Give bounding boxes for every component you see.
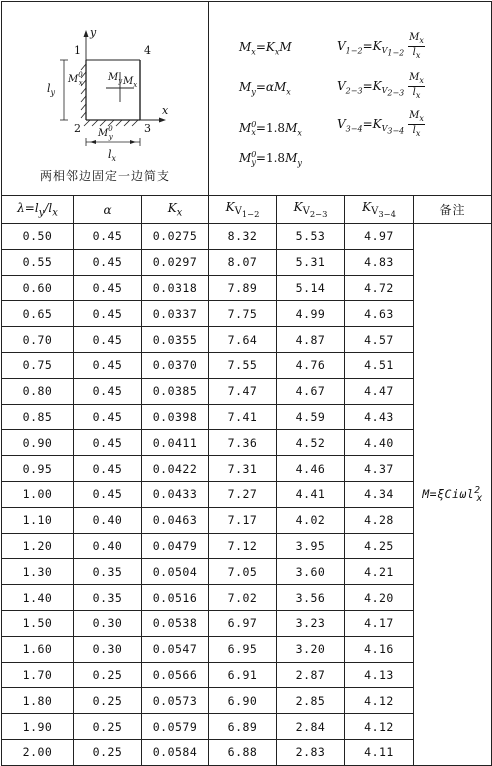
cell-kv34: 4.11: [345, 739, 414, 765]
cell-alpha: 0.45: [74, 224, 142, 250]
cell-kv23: 5.14: [277, 275, 345, 301]
cell-lambda: 1.20: [2, 533, 74, 559]
cell-kx: 0.0318: [142, 275, 209, 301]
cell-kv34: 4.72: [345, 275, 414, 301]
cell-lambda: 1.60: [2, 636, 74, 662]
formula-mx: $M_x=K_xM$: [239, 40, 292, 57]
cell-alpha: 0.45: [74, 481, 142, 507]
cell-alpha: 0.45: [74, 456, 142, 482]
cell-kv34: 4.25: [345, 533, 414, 559]
cell-kx: 0.0463: [142, 507, 209, 533]
cell-kv12: 7.27: [209, 481, 277, 507]
cell-kx: 0.0355: [142, 327, 209, 353]
cell-kx: 0.0297: [142, 249, 209, 275]
formula-mx0: $M^0_x=1.8M_x$: [239, 120, 302, 138]
cell-kv23: 5.31: [277, 249, 345, 275]
coefficient-table-sheet: [1, 1, 491, 760]
cell-kv34: 4.21: [345, 559, 414, 585]
cell-kv23: 4.76: [277, 352, 345, 378]
cell-kv34: 4.63: [345, 301, 414, 327]
cell-lambda: 1.50: [2, 610, 74, 636]
cell-kv23: 3.20: [277, 636, 345, 662]
cell-lambda: 0.60: [2, 275, 74, 301]
cell-kv34: 4.37: [345, 456, 414, 482]
cell-kv23: 3.23: [277, 610, 345, 636]
dim-lx-label: $l_x$: [108, 148, 117, 163]
cell-lambda: 0.55: [2, 249, 74, 275]
remark-formula: M=ξCiωl$^2_x$: [422, 484, 483, 504]
cell-kx: 0.0433: [142, 481, 209, 507]
cell-kv12: 7.55: [209, 352, 277, 378]
cell-lambda: 0.65: [2, 301, 74, 327]
dim-ly-label: $l_y$: [47, 82, 56, 97]
col-header-alpha: α: [74, 196, 142, 224]
col-header-kv12: $K_{V_{1-2}}$: [209, 196, 277, 224]
cell-kv34: 4.16: [345, 636, 414, 662]
cell-kv23: 2.83: [277, 739, 345, 765]
cell-kv12: 8.07: [209, 249, 277, 275]
cell-alpha: 0.45: [74, 430, 142, 456]
cell-kv23: 2.87: [277, 662, 345, 688]
cell-kx: 0.0385: [142, 378, 209, 404]
cell-kv12: 7.17: [209, 507, 277, 533]
cell-kv23: 4.41: [277, 481, 345, 507]
cell-kv12: 6.95: [209, 636, 277, 662]
cell-kv34: 4.47: [345, 378, 414, 404]
cell-alpha: 0.40: [74, 533, 142, 559]
cell-kx: 0.0398: [142, 404, 209, 430]
cell-alpha: 0.45: [74, 249, 142, 275]
cell-lambda: 0.90: [2, 430, 74, 456]
cell-lambda: 1.70: [2, 662, 74, 688]
cell-lambda: 0.75: [2, 352, 74, 378]
col-header-kx: $K_x$: [142, 196, 209, 224]
cell-kv34: 4.43: [345, 404, 414, 430]
cell-kv12: 7.47: [209, 378, 277, 404]
cell-alpha: 0.25: [74, 739, 142, 765]
formula-v23: $V_{2-3}=K_{V_{2-3}}$ $\frac{M_x}{l_x}$: [337, 72, 424, 100]
cell-kv12: 6.91: [209, 662, 277, 688]
formula-v12: $V_{1-2}=K_{V_{1-2}}$ $\frac{M_x}{l_x}$: [337, 32, 424, 60]
header-row: [2, 2, 492, 196]
cell-kv23: 3.56: [277, 585, 345, 611]
cell-lambda: 1.10: [2, 507, 74, 533]
cell-kv12: 7.75: [209, 301, 277, 327]
cell-lambda: 0.80: [2, 378, 74, 404]
cell-alpha: 0.45: [74, 275, 142, 301]
cell-kv23: 3.95: [277, 533, 345, 559]
cell-kx: 0.0411: [142, 430, 209, 456]
cell-lambda: 0.95: [2, 456, 74, 482]
cell-kv12: 6.89: [209, 714, 277, 740]
cell-kx: 0.0337: [142, 301, 209, 327]
cell-kv12: 6.97: [209, 610, 277, 636]
cell-kx: 0.0579: [142, 714, 209, 740]
cell-alpha: 0.35: [74, 559, 142, 585]
cell-lambda: 2.00: [2, 739, 74, 765]
cell-lambda: 0.50: [2, 224, 74, 250]
cell-kx: 0.0275: [142, 224, 209, 250]
cell-kx: 0.0538: [142, 610, 209, 636]
cell-alpha: 0.45: [74, 404, 142, 430]
cell-kv34: 4.28: [345, 507, 414, 533]
cell-kv23: 4.99: [277, 301, 345, 327]
cell-kv12: 6.88: [209, 739, 277, 765]
cell-alpha: 0.25: [74, 688, 142, 714]
cell-kv12: 7.02: [209, 585, 277, 611]
y-axis-arrow-icon: [84, 30, 89, 37]
cell-lambda: 1.40: [2, 585, 74, 611]
cell-kv34: 4.20: [345, 585, 414, 611]
cell-kx: 0.0479: [142, 533, 209, 559]
col-header-remark: 备注: [414, 196, 492, 224]
cell-kx: 0.0584: [142, 739, 209, 765]
remark-cell: [414, 224, 492, 766]
cell-lambda: 1.80: [2, 688, 74, 714]
cell-kx: 0.0573: [142, 688, 209, 714]
cell-kv12: 8.32: [209, 224, 277, 250]
data-rows: [2, 224, 492, 766]
cell-kv12: 7.41: [209, 404, 277, 430]
cell-kv23: 4.67: [277, 378, 345, 404]
col-header-kv23: $K_{V_{2-3}}$: [277, 196, 345, 224]
cell-kx: 0.0566: [142, 662, 209, 688]
cell-kv34: 4.51: [345, 352, 414, 378]
cell-kv23: 2.84: [277, 714, 345, 740]
cell-kv34: 4.97: [345, 224, 414, 250]
cell-alpha: 0.30: [74, 636, 142, 662]
formula-my0: $M^0_y=1.8M_y$: [239, 150, 302, 168]
cell-kv34: 4.40: [345, 430, 414, 456]
cell-kv34: 4.17: [345, 610, 414, 636]
cell-kv12: 7.05: [209, 559, 277, 585]
cell-kv34: 4.83: [345, 249, 414, 275]
cell-alpha: 0.35: [74, 585, 142, 611]
plate-diagram: [2, 2, 208, 191]
cell-kv12: 7.36: [209, 430, 277, 456]
cell-kv12: 7.31: [209, 456, 277, 482]
fixed-edge-left-hatch: [81, 60, 86, 120]
cell-kx: 0.0422: [142, 456, 209, 482]
cell-kv23: 4.02: [277, 507, 345, 533]
dim-lx-arrow-right-icon: [130, 140, 136, 144]
corner-label-3: 3: [144, 122, 151, 135]
cell-kv34: 4.12: [345, 688, 414, 714]
cell-kv34: 4.13: [345, 662, 414, 688]
dim-lx-arrow-left-icon: [90, 140, 96, 144]
col-header-lambda: $\lambda=l_y/l_x$: [2, 196, 74, 224]
x-axis-arrow-icon: [159, 118, 166, 123]
edge-moment-my0-label: $M^0$ y: [98, 125, 113, 141]
cell-lambda: 0.85: [2, 404, 74, 430]
corner-label-4: 4: [144, 44, 151, 57]
cell-alpha: 0.45: [74, 378, 142, 404]
cell-alpha: 0.45: [74, 301, 142, 327]
cell-lambda: 1.90: [2, 714, 74, 740]
col-header-kv34: $K_{V_{3-4}}$: [345, 196, 414, 224]
cell-kv12: 6.90: [209, 688, 277, 714]
cell-kv23: 3.60: [277, 559, 345, 585]
cell-alpha: 0.45: [74, 327, 142, 353]
cell-kv12: 7.89: [209, 275, 277, 301]
edge-moment-mx0-label: $M^0$ x: [68, 71, 83, 87]
cell-kx: 0.0504: [142, 559, 209, 585]
cell-kv12: 7.64: [209, 327, 277, 353]
cell-kv23: 4.46: [277, 456, 345, 482]
column-header-row: [2, 196, 492, 224]
cell-kx: 0.0547: [142, 636, 209, 662]
corner-label-1: 1: [74, 44, 81, 57]
cell-kv34: 4.34: [345, 481, 414, 507]
cell-lambda: 0.70: [2, 327, 74, 353]
formula-my: $M_y=\alpha M_x$: [239, 80, 291, 97]
moment-my-label: $M_y$: [108, 72, 123, 85]
formulas-cell: [209, 2, 492, 196]
cell-alpha: 0.30: [74, 610, 142, 636]
corner-label-2: 2: [74, 122, 81, 135]
cell-kv23: 2.85: [277, 688, 345, 714]
cell-alpha: 0.45: [74, 352, 142, 378]
moment-mx-label: $M_x$: [123, 76, 138, 89]
cell-kx: 0.0516: [142, 585, 209, 611]
table-row: [2, 224, 492, 250]
y-axis-label: y: [90, 26, 97, 39]
diagram-cell: [2, 2, 209, 196]
cell-kv34: 4.57: [345, 327, 414, 353]
cell-alpha: 0.40: [74, 507, 142, 533]
cell-alpha: 0.25: [74, 714, 142, 740]
cell-lambda: 1.00: [2, 481, 74, 507]
cell-kv23: 4.52: [277, 430, 345, 456]
cell-kv23: 5.53: [277, 224, 345, 250]
cell-kv23: 4.59: [277, 404, 345, 430]
cell-kx: 0.0370: [142, 352, 209, 378]
cell-kv23: 4.87: [277, 327, 345, 353]
cell-lambda: 1.30: [2, 559, 74, 585]
coefficient-table: [1, 1, 492, 766]
formula-v34: $V_{3-4}=K_{V_{3-4}}$ $\frac{M_x}{l_x}$: [337, 110, 424, 138]
diagram-caption: 两相邻边固定一边简支: [39, 169, 171, 183]
cell-kv12: 7.12: [209, 533, 277, 559]
cell-alpha: 0.25: [74, 662, 142, 688]
x-axis-label: x: [162, 104, 169, 117]
cell-kv34: 4.12: [345, 714, 414, 740]
